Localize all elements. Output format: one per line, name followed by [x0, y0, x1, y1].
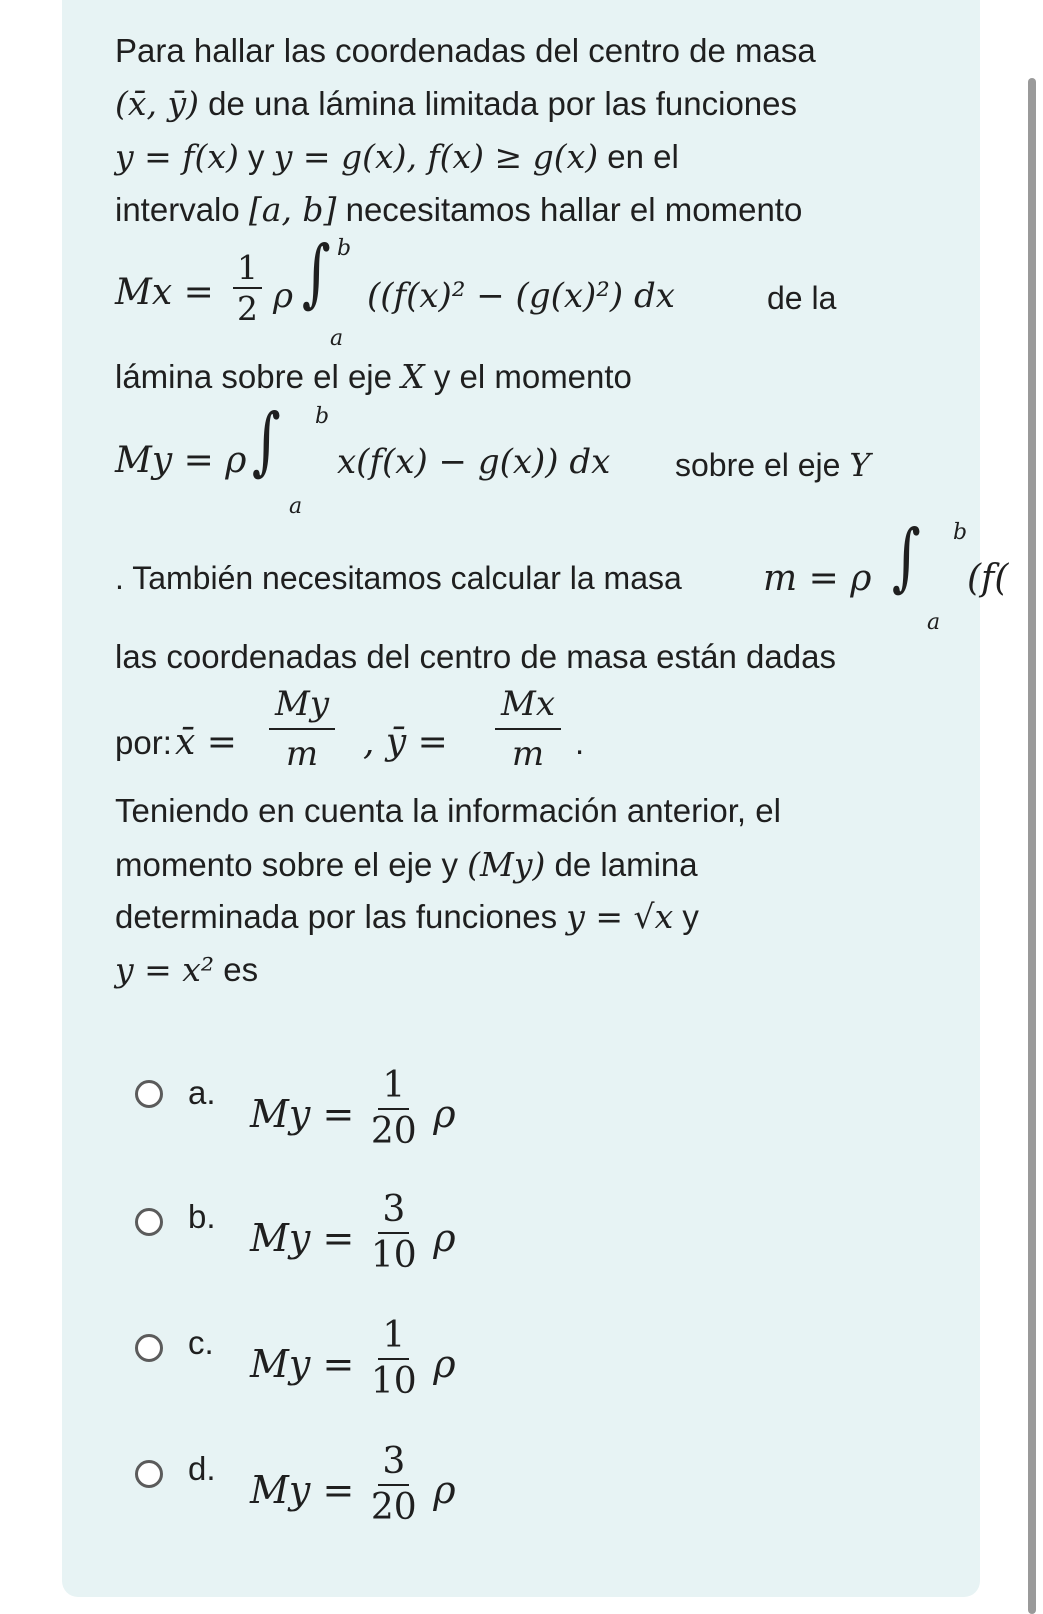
mass-line [115, 514, 1015, 635]
question-text-line: de la [767, 280, 837, 316]
option-fraction [371, 1066, 417, 1151]
question-line [115, 32, 816, 70]
fraction-denominator: 10 [370, 1360, 417, 1402]
option-fraction [371, 1190, 417, 1275]
scrollbar[interactable] [1028, 78, 1036, 1614]
question-line [115, 638, 836, 676]
question-text-fragment: sobre el eje [675, 447, 850, 483]
option-lhs: My = [250, 1467, 355, 1512]
integral-sign: ∫ [251, 398, 281, 484]
math-inline: (My) [467, 845, 546, 884]
fraction-denominator: m [285, 734, 319, 774]
integral-sign: ∫ [891, 514, 921, 600]
radio-button[interactable] [135, 1208, 163, 1236]
mass-integrand: (f( [967, 558, 1009, 599]
option-formula [250, 1066, 456, 1151]
question-line [115, 357, 632, 396]
math-inline: (x̄, ȳ) [115, 84, 199, 123]
question-text-line: momento sobre el eje y [115, 846, 468, 883]
centroid-formula [115, 684, 715, 794]
mx-lhs: Mx = [115, 272, 214, 313]
option-lhs: My = [250, 1341, 355, 1386]
option-formula [250, 1442, 456, 1527]
fraction-numerator: 3 [378, 1442, 409, 1486]
radio-button[interactable] [135, 1334, 163, 1362]
mx-formula [115, 230, 995, 354]
rho-symbol: ρ [433, 1215, 456, 1260]
question-text-line: Para hallar las coordenadas del centro de masa [115, 32, 816, 69]
fraction-numerator: 3 [378, 1190, 409, 1234]
option-lhs: My = [250, 1091, 355, 1136]
option-letter: b. [188, 1198, 216, 1235]
math-inline: y = x² [115, 950, 215, 989]
question-text-line: Teniendo en cuenta la información anterior, el [115, 792, 781, 829]
my-formula [115, 398, 995, 520]
fraction-denominator: 20 [370, 1486, 417, 1528]
integral-sign: ∫ [301, 230, 331, 316]
radio-button[interactable] [135, 1460, 163, 1488]
math-inline: y = √x [566, 897, 674, 936]
fraction-denominator: 2 [237, 289, 258, 328]
question-text-line: y [238, 138, 274, 175]
question-text-line: es [214, 951, 259, 988]
question-line [115, 84, 797, 123]
integral-upper-limit: b [953, 520, 968, 545]
question-text-line: lámina sobre el eje [115, 358, 402, 395]
option-letter: d. [188, 1450, 216, 1487]
answer-option-a[interactable] [0, 1060, 600, 1170]
fraction-denominator: 20 [370, 1110, 417, 1152]
mx-integrand: ((f(x)² − (g(x)²) dx [367, 276, 675, 316]
math-inline: y = g(x), f(x) ≥ g(x) [273, 137, 599, 176]
option-formula [250, 1316, 456, 1401]
mx-fraction [233, 248, 262, 328]
option-lhs: My = [250, 1215, 355, 1260]
question-text-line: necesitamos hallar el momento [336, 191, 803, 228]
xbar-lhs: x̄ = [175, 722, 237, 763]
question-text-line: intervalo [115, 191, 249, 228]
integral-lower-limit: a [330, 326, 344, 351]
fraction-numerator: 1 [378, 1066, 409, 1110]
question-line [115, 137, 679, 176]
question-text-line: y el momento [424, 358, 632, 395]
math-inline: [a, b] [248, 190, 337, 229]
rho-symbol: ρ [433, 1467, 456, 1512]
question-text-line: . También necesitamos calcular la masa [115, 560, 682, 596]
question-text-line: en el [598, 138, 679, 175]
option-letter: a. [188, 1074, 216, 1111]
fraction-denominator: 10 [370, 1234, 417, 1276]
question-text-line [675, 446, 870, 484]
fraction-numerator: Mx [495, 684, 561, 730]
fraction-numerator: 1 [378, 1316, 409, 1360]
math-inline: y = f(x) [115, 137, 239, 176]
xbar-fraction [269, 684, 335, 774]
integral-upper-limit: b [337, 236, 352, 261]
ybar-lhs: , ȳ = [363, 722, 448, 763]
integral-upper-limit: b [315, 404, 330, 429]
my-lhs: My = ρ [115, 440, 247, 481]
question-text-line: de una lámina limitada por las funciones [198, 85, 797, 122]
integral-lower-limit: a [927, 610, 941, 635]
question-line [115, 845, 698, 884]
math-inline: X [401, 357, 425, 396]
fraction-numerator: My [269, 684, 335, 730]
question-line [115, 897, 699, 936]
mass-lhs: m = ρ [763, 558, 872, 599]
option-formula [250, 1190, 456, 1275]
question-text-line: por: [115, 724, 172, 761]
my-integrand: x(f(x) − g(x)) dx [337, 442, 611, 482]
answer-option-d[interactable] [0, 1440, 600, 1550]
option-letter: c. [188, 1324, 214, 1361]
rho-symbol: ρ [433, 1341, 456, 1386]
rho-symbol: ρ [433, 1091, 456, 1136]
question-text-line: las coordenadas del centro de masa están dadas [115, 638, 836, 675]
question-text-line: de lamina [545, 846, 698, 883]
answer-option-c[interactable] [0, 1314, 600, 1424]
math-inline: Y [849, 446, 871, 484]
option-fraction [371, 1316, 417, 1401]
ybar-fraction [495, 684, 561, 774]
option-fraction [371, 1442, 417, 1527]
question-line [115, 792, 781, 830]
question-text-line: determinada por las funciones [115, 898, 567, 935]
question-line [115, 950, 258, 989]
fraction-numerator: 1 [233, 248, 262, 289]
punctuation: . [575, 724, 585, 761]
answer-option-b[interactable] [0, 1188, 600, 1298]
integral-lower-limit: a [289, 494, 303, 519]
fraction-denominator: m [511, 734, 545, 774]
radio-button[interactable] [135, 1080, 163, 1108]
question-text-line: y [673, 898, 699, 935]
rho-symbol: ρ [273, 276, 293, 316]
question-line [115, 190, 802, 229]
